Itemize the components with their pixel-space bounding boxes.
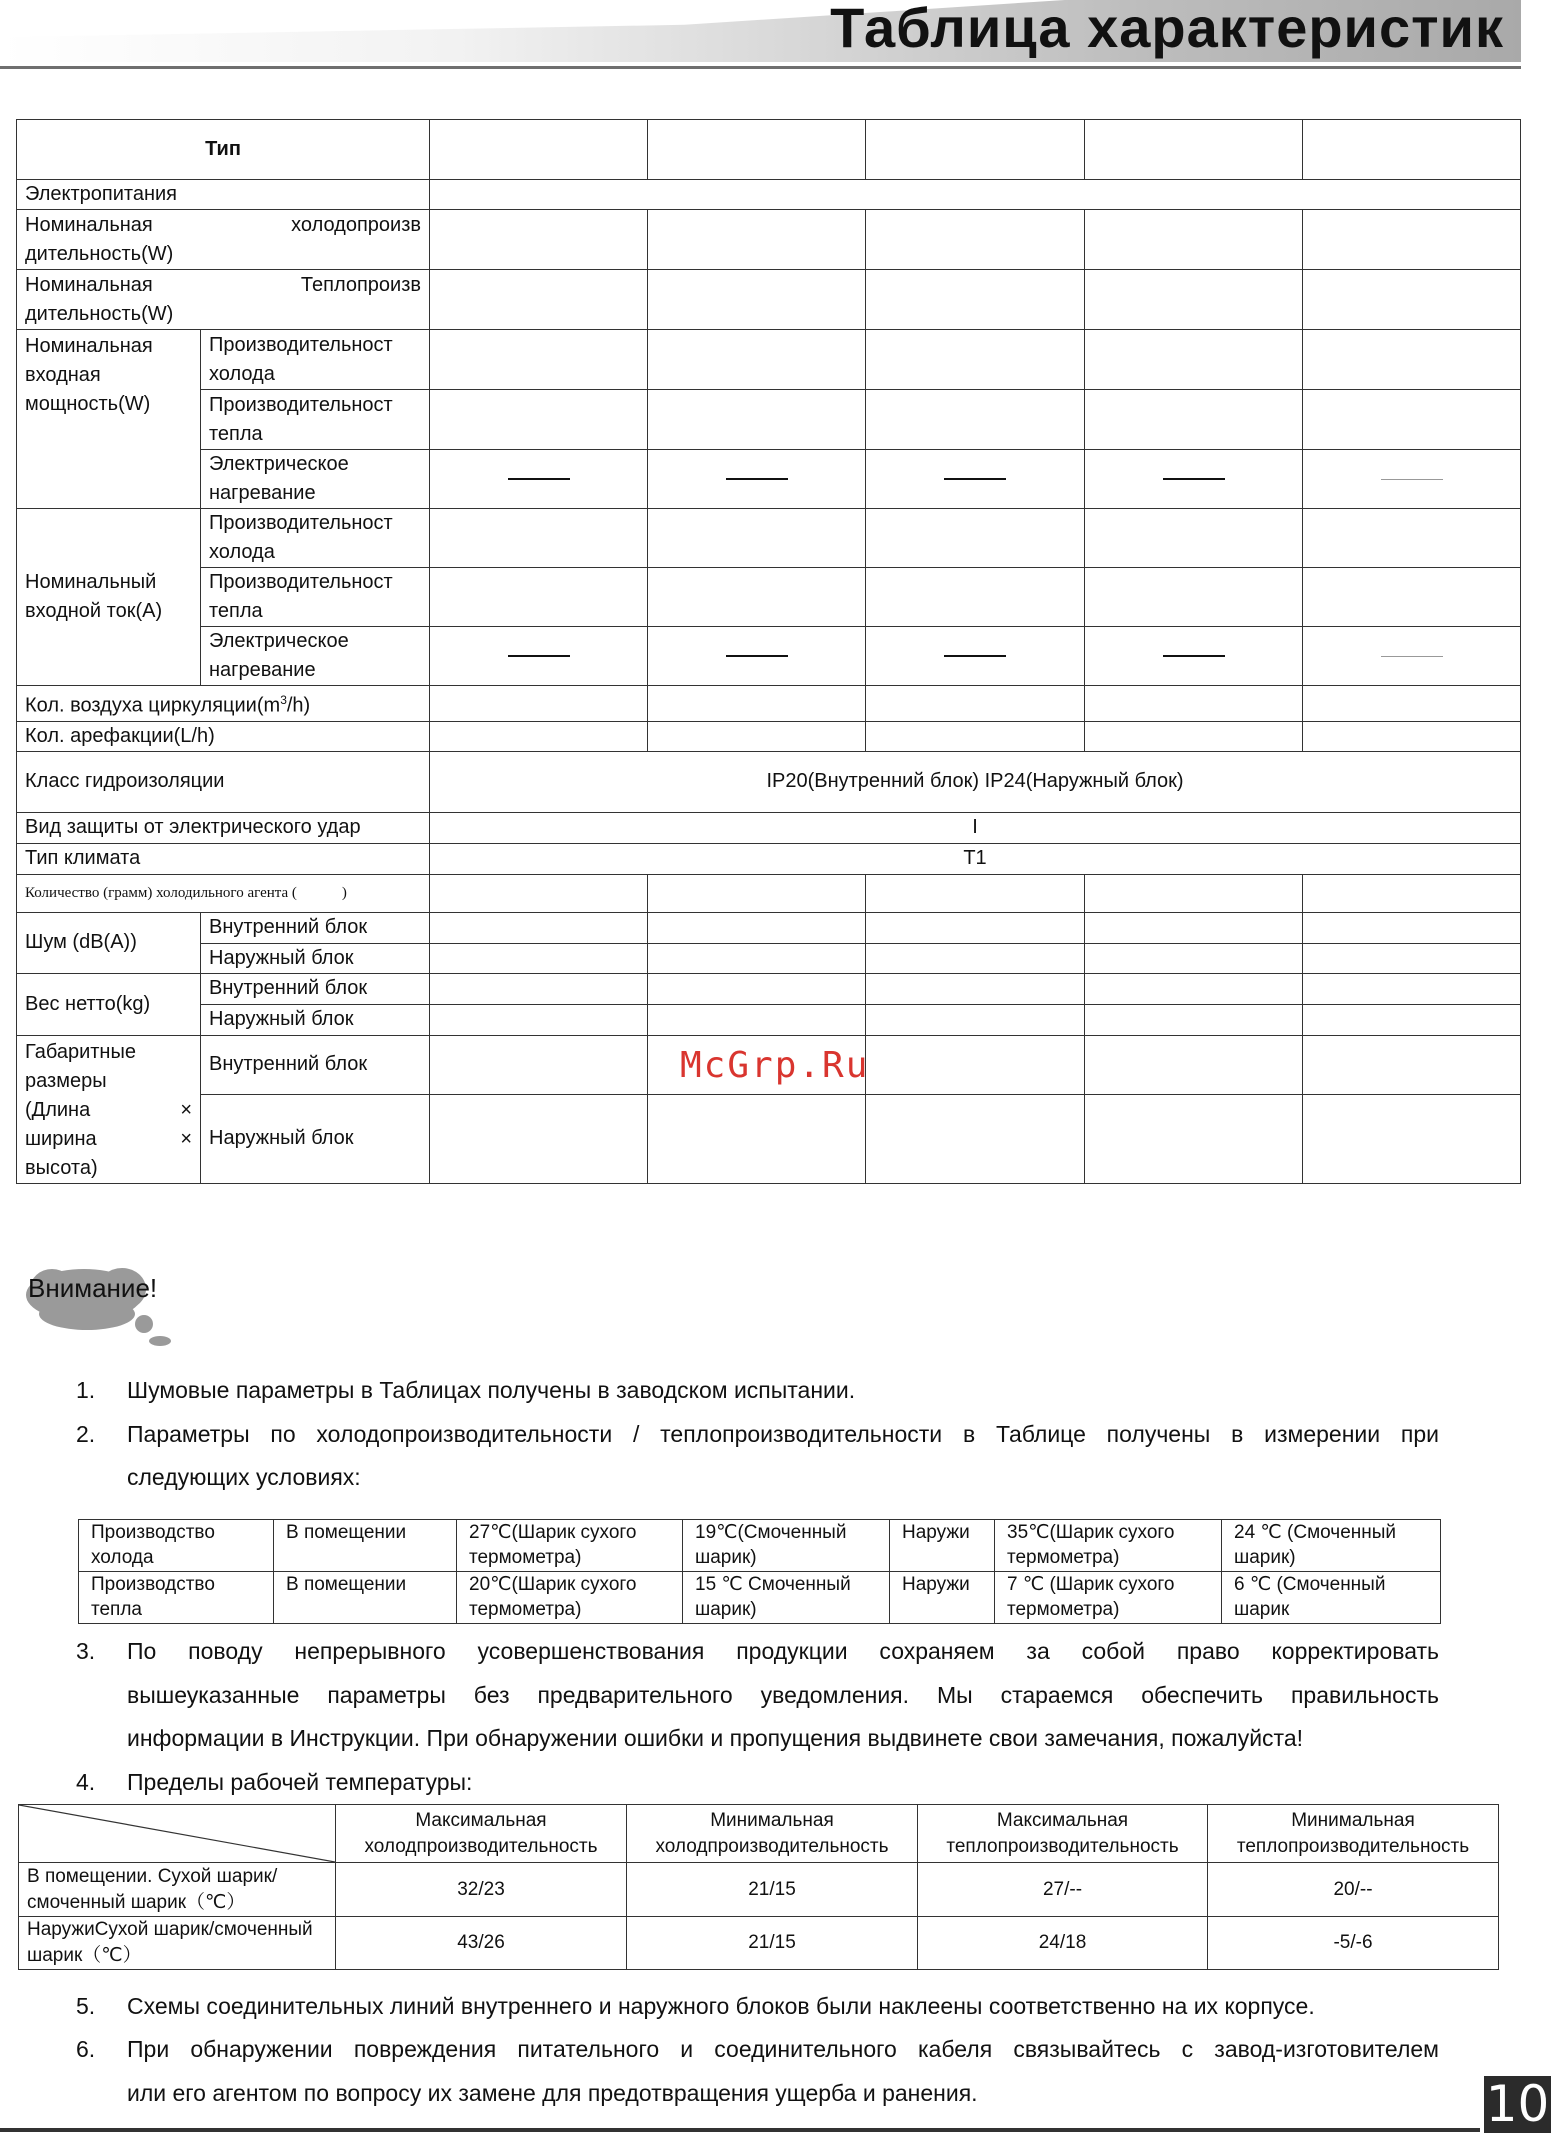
spec-sub-elec: Электрическое нагревание — [201, 450, 430, 509]
note-2-number: 2. — [76, 1421, 96, 1447]
spec-heat-capacity-label: Номинальная Теплопроизв дительность(W) — [17, 270, 430, 330]
spec-power-label: Электропитания — [17, 180, 430, 210]
spec-row-input-current-heat — [17, 568, 1521, 627]
spec-dims-label: Габаритные размеры (Длина × ширина × высота) — [17, 1035, 201, 1183]
dash — [1163, 478, 1225, 480]
spec-outdoor: Наружный блок — [201, 943, 430, 973]
dash — [726, 478, 788, 480]
spec-sub-cool: Производительност холода — [201, 330, 430, 390]
note-6-line-2: или его агентом по вопросу их замене для предотвращения ущерба и ранения. — [127, 2080, 978, 2106]
title-underline — [0, 66, 1521, 69]
dash — [944, 478, 1006, 480]
cond-outdoor-dry: 35℃(Шарик сухого термометра) — [995, 1520, 1222, 1572]
note-5-number: 5. — [76, 1993, 96, 2019]
spec-outdoor: Наружный блок — [201, 1004, 430, 1035]
temps-row-label: НаружиСухой шарик/смоченный шарик（℃） — [19, 1917, 336, 1970]
note-4: Пределы рабочей температуры: — [127, 1769, 473, 1795]
cond-indoor: В помещении — [274, 1520, 457, 1572]
note-2-line-2: следующих условиях: — [127, 1464, 361, 1490]
spec-row-noise-indoor — [17, 912, 1521, 943]
temps-header-max-heat: Максимальная теплопроизводительность — [918, 1805, 1208, 1863]
spec-refrigerant-label: Количество (грамм) холодильного агента ( ) — [17, 874, 430, 912]
conditions-row-heating — [79, 1572, 1441, 1624]
spec-row-power — [17, 180, 1521, 210]
conditions-row-cooling — [79, 1520, 1441, 1572]
temps-row-indoor — [19, 1863, 1499, 1917]
spec-input-power-label: Номинальная входная мощность(W) — [17, 330, 201, 509]
note-4-number: 4. — [76, 1769, 96, 1795]
cond-outdoor-wet: 6 ℃ (Смоченный шарик — [1222, 1572, 1441, 1624]
cond-indoor-wet: 19℃(Смоченный шарик) — [683, 1520, 890, 1572]
cond-outdoor-dry: 7 ℃ (Шарик сухого термометра) — [995, 1572, 1222, 1624]
spec-row-input-power-cool — [17, 330, 1521, 390]
temps-value: 32/23 — [336, 1863, 627, 1917]
spec-row-climate — [17, 843, 1521, 874]
temps-value: 27/-- — [918, 1863, 1208, 1917]
note-3-line-1: По поводу непрерывного усовершенствования продукции сохраняем за собой право корректировать — [127, 1638, 1439, 1664]
spec-row-weight-indoor — [17, 973, 1521, 1004]
spec-airflow-label: Кол. воздуха $циркуляции(m^3/h)$ — [17, 686, 430, 722]
dash — [1381, 479, 1443, 480]
temps-corner-cell — [19, 1805, 336, 1863]
footer-line — [0, 2128, 1480, 2132]
cond-indoor-wet: 15 ℃ Смоченный шарик) — [683, 1572, 890, 1624]
temps-value: 20/-- — [1208, 1863, 1499, 1917]
temps-value: 24/18 — [918, 1917, 1208, 1970]
spec-row-airflow — [17, 686, 1521, 722]
notice-label: Внимание! — [28, 1273, 158, 1303]
spec-row-shock — [17, 812, 1521, 843]
cond-indoor: В помещении — [274, 1572, 457, 1624]
spec-row-noise-outdoor — [17, 943, 1521, 973]
spec-row-input-power-elec — [17, 450, 1521, 509]
spec-shock-label: Вид защиты от электрического удар — [17, 812, 430, 843]
spec-row-weight-outdoor — [17, 1004, 1521, 1035]
spec-row-input-power-heat — [17, 390, 1521, 450]
spec-waterproof-label: Класс гидроизоляции — [17, 751, 430, 812]
temps-value: -5/-6 — [1208, 1917, 1499, 1970]
cond-indoor-dry: 27℃(Шарик сухого термометра) — [457, 1520, 683, 1572]
dash — [508, 478, 570, 480]
spec-indoor: Внутренний блок — [201, 973, 430, 1004]
dash — [1381, 656, 1443, 657]
page-title: Таблица характеристик — [830, 0, 1504, 59]
watermark: McGrp.Ru — [680, 1045, 870, 1086]
temps-value: 43/26 — [336, 1917, 627, 1970]
dash — [1163, 655, 1225, 657]
dash — [944, 655, 1006, 657]
note-1-number: 1. — [76, 1377, 96, 1403]
spec-indoor: Внутренний блок — [201, 1035, 430, 1094]
temps-header-min-heat: Минимальная теплопроизводительность — [1208, 1805, 1499, 1863]
spec-sub-elec: Электрическое нагревание — [201, 627, 430, 686]
cond-outdoor: Наружи — [890, 1572, 995, 1624]
spec-climate-value: T1 — [430, 843, 1521, 874]
cond-outdoor-wet: 24 ℃ (Смоченный шарик) — [1222, 1520, 1441, 1572]
spec-row-dims-outdoor — [17, 1094, 1521, 1183]
note-6-number: 6. — [76, 2036, 96, 2062]
temps-row-outdoor — [19, 1917, 1499, 1970]
temperature-limits-table — [18, 1804, 1499, 1970]
spec-climate-label: Тип климата — [17, 843, 430, 874]
dash — [726, 655, 788, 657]
note-3-line-2: вышеуказанные параметры без предварительного уведомления. Мы стараемся обеспечить правильность — [127, 1682, 1439, 1708]
note-2-line-1: Параметры по холодопроизводительности / теплопроизводительности в Таблице получены в измерении при — [127, 1421, 1439, 1447]
spec-input-current-label: Номинальный входной ток(A) — [17, 509, 201, 686]
spec-shock-value: I — [430, 812, 1521, 843]
spec-sub-heat: Производительност тепла — [201, 568, 430, 627]
spec-row-heat-capacity — [17, 270, 1521, 330]
diagonal-line-icon — [19, 1805, 335, 1862]
spec-row-type — [17, 120, 1521, 180]
spec-indoor: Внутренний блок — [201, 912, 430, 943]
conditions-table — [78, 1519, 1441, 1624]
temps-value: 21/15 — [627, 1917, 918, 1970]
spec-waterproof-value: IP20(Внутренний блок) IP24(Наружный блок) — [430, 751, 1521, 812]
spec-cool-capacity-label: Номинальная холодопроизв дительность(W) — [17, 210, 430, 270]
spec-row-cool-capacity — [17, 210, 1521, 270]
spec-weight-label: Вес нетто(kg) — [17, 973, 201, 1035]
temps-header-max-cool: Максимальная холодпроизводительность — [336, 1805, 627, 1863]
temps-value: 21/15 — [627, 1863, 918, 1917]
note-3-number: 3. — [76, 1638, 96, 1664]
spec-row-dehumidification — [17, 721, 1521, 751]
spec-type-label: Тип — [17, 120, 430, 180]
spec-sub-heat: Производительност тепла — [201, 390, 430, 450]
note-5: Схемы соединительных линий внутреннего и наружного блоков были наклеены соответственно на их корпусе. — [127, 1993, 1315, 2019]
temps-header-min-cool: Минимальная холодпроизводительность — [627, 1805, 918, 1863]
note-1: Шумовые параметры в Таблицах получены в заводском испытании. — [127, 1377, 856, 1403]
cond-mode: Производство тепла — [79, 1572, 274, 1624]
spec-sub-cool: Производительност холода — [201, 509, 430, 568]
note-6-line-1: При обнаружении повреждения питательного и соединительного кабеля связывайтесь с завод-изготовителем — [127, 2036, 1439, 2062]
note-3-line-3: информации в Инструкции. При обнаружении ошибки и пропущения выдвинете свои замечания, пожалуйста! — [127, 1725, 1303, 1751]
spec-row-waterproof — [17, 751, 1521, 812]
spec-dehum-label: Кол. арефакции(L/h) — [17, 721, 430, 751]
spec-noise-label: Шум (dB(A)) — [17, 912, 201, 973]
spec-table — [16, 119, 1521, 1184]
spec-row-refrigerant — [17, 874, 1521, 912]
spec-row-input-current-elec — [17, 627, 1521, 686]
cond-mode: Производство холода — [79, 1520, 274, 1572]
cond-indoor-dry: 20℃(Шарик сухого термометра) — [457, 1572, 683, 1624]
spec-outdoor: Наружный блок — [201, 1094, 430, 1183]
temps-header-row — [19, 1805, 1499, 1863]
spec-row-input-current-cool — [17, 509, 1521, 568]
cond-outdoor: Наружи — [890, 1520, 995, 1572]
temps-row-label: В помещении. Сухой шарик/смоченный шарик（℃） — [19, 1863, 336, 1917]
page-number: 10 — [1485, 2075, 1550, 2133]
dash — [508, 655, 570, 657]
